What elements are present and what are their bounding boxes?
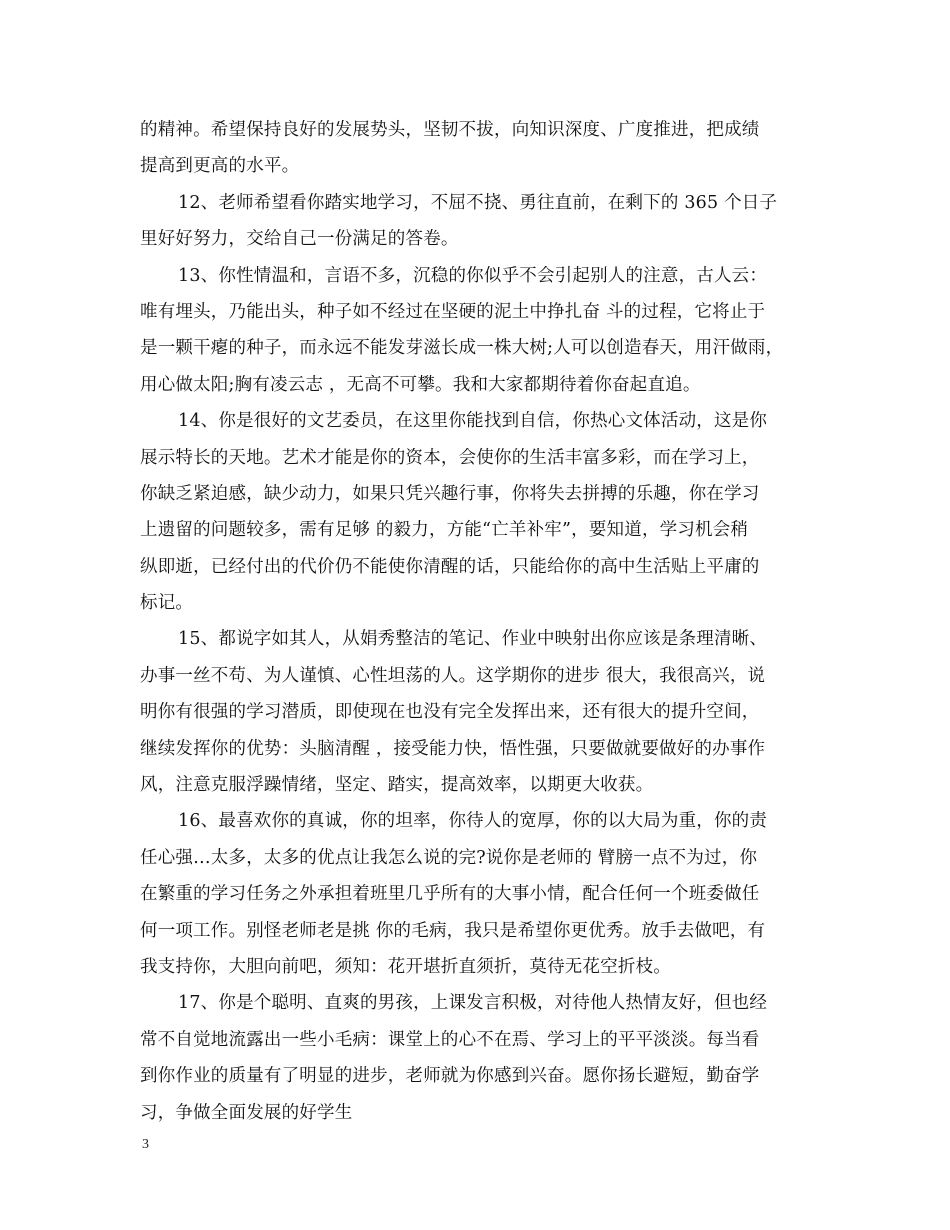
paragraph-first-line: 12、老师希望看你踏实地学习，不屈不挠、勇往直前，在剩下的 365 个日子 (178, 192, 778, 213)
document-body (140, 112, 830, 1131)
text-line: 明你有很强的学习潜质，即使现在也没有完全发挥出来，还有很大的提升空间， (140, 702, 760, 723)
text-line: 到你作业的质量有了明显的进步，老师就为你感到兴奋。愿你扬长避短，勤奋学 (140, 1066, 760, 1087)
text-line: 标记。 (140, 593, 194, 614)
text-line: 办事一丝不苟、为人谨慎、心性坦荡的人。这学期你的进步 很大，我很高兴，说 (140, 665, 766, 686)
text-line: 展示特长的天地。艺术才能是你的资本，会使你的生活丰富多彩，而在学习上， (140, 447, 760, 468)
text-line: 任心强…太多，太多的优点让我怎么说的完?说你是老师的 臂膀一点不为过，你 (140, 847, 758, 868)
text-line: 用心做太阳;胸有凌云志 ，无高不可攀。我和大家都期待着你奋起直追。 (140, 374, 701, 395)
text-line: 习，争做全面发展的好学生 (140, 1102, 353, 1123)
text-line: 上遗留的问题较多，需有足够 的毅力，方能“亡羊补牢”，要知道，学习机会稍 (140, 520, 749, 541)
paragraph-first-line: 13、你性情温和，言语不多，沉稳的你似乎不会引起别人的注意，古人云： (178, 265, 768, 286)
text-line: 纵即逝，已经付出的代价仍不能使你清醒的话，只能给你的高中生活贴上平庸的 (140, 556, 760, 577)
paragraph-first-line: 16、最喜欢你的真诚，你的坦率，你待人的宽厚，你的以大局为重，你的责 (178, 811, 768, 832)
text-line: 何一项工作。别怪老师老是挑 你的毛病，我只是希望你更优秀。放手去做吧，有 (140, 920, 766, 941)
page-number: 3 (142, 1137, 149, 1152)
text-line: 里好好努力，交给自己一份满足的答卷。 (140, 229, 459, 250)
text-line: 你缺乏紧迫感，缺少动力，如果只凭兴趣行事，你将失去拼搏的乐趣，你在学习 (140, 483, 760, 504)
text-line: 是一颗干瘪的种子，而永远不能发芽滋长成一株大树;人可以创造春天，用汗做雨， (140, 338, 784, 359)
paragraph-first-line: 14、你是很好的文艺委员，在这里你能找到自信，你热心文体活动，这是你 (178, 411, 768, 432)
text-line: 继续发挥你的优势：头脑清醒 ，接受能力快，悟性强，只要做就要做好的办事作 (140, 738, 766, 759)
text-line: 风，注意克服浮躁情绪，坚定、踏实，提高效率，以期更大收获。 (140, 775, 654, 796)
text-line: 我支持你，大胆向前吧，须知：花开堪折直须折，莫待无花空折枝。 (140, 956, 671, 977)
text-line: 唯有埋头，乃能出头，种子如不经过在坚硬的泥土中挣扎奋 斗的过程，它将止于 (140, 301, 766, 322)
paragraph-first-line: 17、你是个聪明、直爽的男孩，上课发言积极，对待他人热情友好，但也经 (178, 993, 768, 1014)
text-line: 提高到更高的水平。 (140, 156, 300, 177)
text-line: 常不自觉地流露出一些小毛病：课堂上的心不在焉、学习上的平平淡淡。每当看 (140, 1029, 760, 1050)
text-line: 在繁重的学习任务之外承担着班里几乎所有的大事小情，配合任何一个班委做任 (140, 884, 760, 905)
paragraph-first-line: 15、都说字如其人，从娟秀整洁的笔记、作业中映射出你应该是条理清晰、 (178, 629, 768, 650)
text-line: 的精神。希望保持良好的发展势头，坚韧不拔，向知识深度、广度推进，把成绩 (140, 120, 760, 140)
